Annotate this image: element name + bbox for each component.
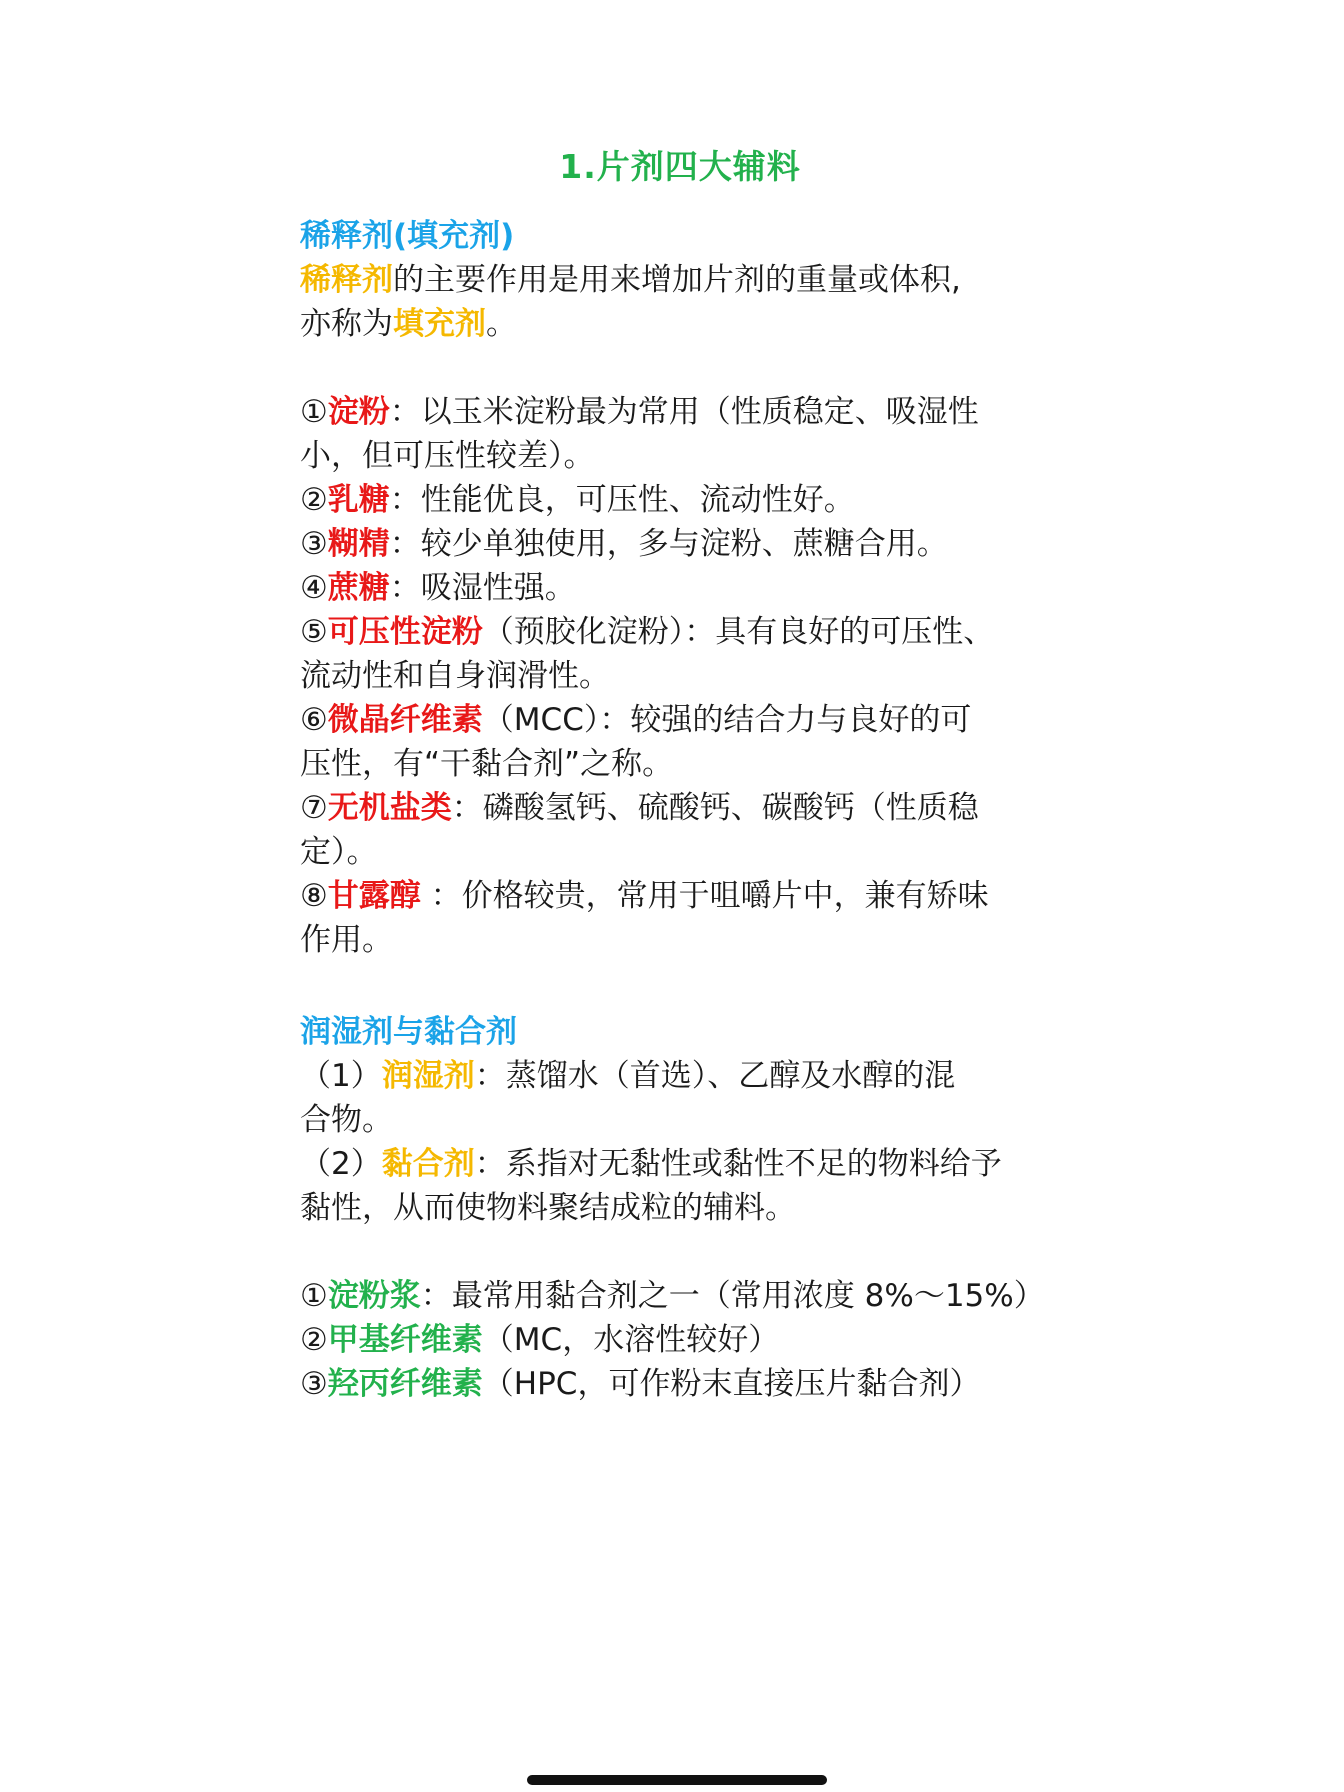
list-item [300, 874, 989, 918]
item-term: 糊精 [327, 526, 390, 562]
list-item-continuation: 流动性和自身润滑性。 [300, 658, 610, 694]
intro-line-1 [300, 258, 961, 302]
term-binder: 黏合剂 [381, 1146, 475, 1182]
item-number: ③ [300, 526, 328, 562]
item-term: 微晶纤维素 [327, 702, 483, 738]
definition-text: ：蒸馏水（首选）、乙醇及水醇的混 [474, 1058, 956, 1094]
definition-item [300, 1142, 1002, 1186]
list-item-continuation: 小，但可压性较差）。 [300, 438, 595, 474]
item-text: ：价格较贵，常用于咀嚼片中，兼有矫味 [420, 878, 989, 914]
item-number: ③ [300, 1366, 328, 1402]
item-term: 乳糖 [327, 482, 390, 518]
definition-prefix: （1） [300, 1058, 382, 1094]
list-item [300, 786, 979, 830]
item-text: （HPC，可作粉末直接压片黏合剂） [482, 1366, 981, 1402]
list-item [300, 1274, 1045, 1318]
item-term: 无机盐类 [327, 790, 452, 826]
definition-text: ：系指对无黏性或黏性不足的物料给予 [474, 1146, 1002, 1182]
item-number: ⑦ [300, 790, 328, 826]
item-text: ：以玉米淀粉最为常用（性质稳定、吸湿性 [389, 394, 979, 430]
intro-text: 亦称为 [300, 306, 393, 342]
item-text: （MCC）：较强的结合力与良好的可 [482, 702, 972, 738]
list-item [300, 610, 994, 654]
home-indicator-bar[interactable] [527, 1775, 827, 1785]
definition-prefix: （2） [300, 1146, 382, 1182]
item-term: 羟丙纤维素 [327, 1366, 483, 1402]
item-number: ⑤ [300, 614, 328, 650]
list-item-continuation: 压性，有“干黏合剂”之称。 [300, 746, 674, 782]
item-number: ⑧ [300, 878, 328, 914]
item-number: ② [300, 1322, 328, 1358]
page-title: 1.片剂四大辅料 [559, 147, 801, 186]
item-term: 甲基纤维素 [327, 1322, 483, 1358]
term-diluent: 稀释剂 [300, 262, 393, 298]
list-item [300, 522, 948, 566]
list-item [300, 478, 855, 522]
definition-continuation: 黏性，从而使物料聚结成粒的辅料。 [300, 1190, 796, 1226]
item-text: ：较少单独使用，多与淀粉、蔗糖合用。 [389, 526, 948, 562]
item-number: ⑥ [300, 702, 328, 738]
item-text: （MC，水溶性较好） [482, 1322, 780, 1358]
item-text: （预胶化淀粉）：具有良好的可压性、 [482, 614, 995, 650]
item-term: 可压性淀粉 [327, 614, 483, 650]
item-text: ：性能优良，可压性、流动性好。 [389, 482, 855, 518]
item-term: 淀粉浆 [327, 1278, 421, 1314]
item-number: ① [300, 1278, 328, 1314]
list-item [300, 390, 979, 434]
section-heading-diluent: 稀释剂(填充剂) [300, 218, 515, 254]
item-number: ① [300, 394, 328, 430]
section-heading-wetting-binding: 润湿剂与黏合剂 [300, 1014, 517, 1050]
term-wetting-agent: 润湿剂 [381, 1058, 475, 1094]
list-item [300, 1318, 779, 1362]
intro-text: 。 [486, 306, 517, 342]
item-text: ：最常用黏合剂之一（常用浓度 8%～15%） [420, 1278, 1045, 1314]
intro-line-2 [300, 302, 517, 346]
definition-item [300, 1054, 955, 1098]
list-item-continuation: 定）。 [300, 834, 378, 870]
item-text: ：吸湿性强。 [389, 570, 576, 606]
item-term: 淀粉 [327, 394, 390, 430]
item-text: ：磷酸氢钙、硫酸钙、碳酸钙（性质稳 [451, 790, 979, 826]
list-item [300, 698, 971, 742]
item-number: ④ [300, 570, 328, 606]
list-item [300, 1362, 980, 1406]
definition-continuation: 合物。 [300, 1102, 393, 1138]
item-term: 甘露醇 [327, 878, 421, 914]
list-item [300, 566, 576, 610]
intro-text: 的主要作用是用来增加片剂的重量或体积, [393, 262, 961, 298]
term-filler: 填充剂 [393, 306, 486, 342]
item-number: ② [300, 482, 328, 518]
item-term: 蔗糖 [327, 570, 390, 606]
list-item-continuation: 作用。 [300, 922, 393, 958]
